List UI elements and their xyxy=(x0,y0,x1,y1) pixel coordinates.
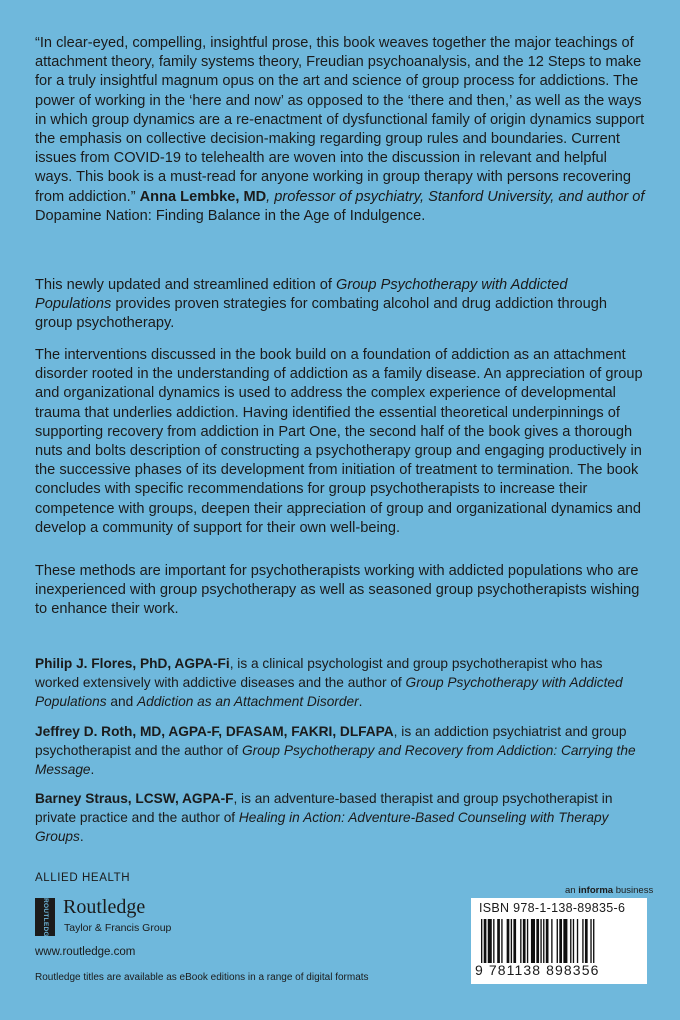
author-bio-straus xyxy=(35,789,647,846)
informa-business-tag xyxy=(565,885,653,896)
quote-author-role: , professor of psychiatry, Stanford University, and author of xyxy=(266,188,645,205)
publisher-name: Routledge xyxy=(63,896,146,918)
bio-and-flores: and xyxy=(106,694,137,709)
informa-brand: informa xyxy=(578,885,614,896)
bio-book-flores-2: Addiction as an Attachment Disorder xyxy=(137,694,359,709)
bio-book-roth: Group Psychotherapy and Recovery from Addiction: Carrying the Message xyxy=(35,743,636,777)
quote-text: “In clear-eyed, compelling, insightful prose, this book weaves together the major teachings of attachment theory, family systems theory, Freudian psychoanalysis, and the 12 Steps to make for a truly insightful magnum opus on the art and science of group process for addictions. The power of working in the ‘here and now’ as opposed to the ‘there and then,’ as well as the ways in which group dynamics are a re-enactment of dysfunctional family of origin dynamics support the emphasis on collective decision-making regarding group rules and boundaries. Current issues from COVID-19 to telehealth are woven into the discussion in relevant and helpful ways. This book is a must-read for anyone working in group therapy with persons recovering from addiction.” xyxy=(35,35,645,205)
bio-text-straus: , is an adventure-based therapist and group psychotherapist in private practice and the author of xyxy=(35,791,613,825)
subject-category: ALLIED HEALTH xyxy=(35,872,131,884)
endorsement-quote xyxy=(35,34,647,226)
routledge-mark-icon: ROUTLEDGE xyxy=(35,898,55,936)
barcode-icon xyxy=(481,919,639,963)
author-name-flores: Philip J. Flores, PhD, AGPA-Fi xyxy=(35,656,230,671)
intro-book-title: Group Psychotherapy with Addicted Populations xyxy=(35,277,568,313)
bio-text-roth: , is an addiction psychiatrist and group psychotherapist and the author of xyxy=(35,724,627,758)
isbn-label: ISBN 978-1-138-89835-6 xyxy=(479,901,626,915)
publisher-website: www.routledge.com xyxy=(35,946,136,958)
quote-author: Anna Lembke, MD xyxy=(139,188,267,205)
bio-end-roth: . xyxy=(90,762,95,777)
author-bio-flores xyxy=(35,654,647,711)
bio-book-flores-1: Group Psychotherapy with Addicted Populations xyxy=(35,675,623,709)
quote-end: . xyxy=(421,207,426,224)
methods-paragraph: These methods are important for psychotherapists working with addicted populations who are inexperienced with group psychotherapy as well as seasoned group psychotherapists wishing to enhance their work. xyxy=(35,563,640,618)
isbn-barcode xyxy=(471,898,647,984)
publisher-group: Taylor & Francis Group xyxy=(64,922,172,934)
bio-text-flores: , is a clinical psychologist and group psychotherapist who has worked extensively with addictive diseases and the author of xyxy=(35,656,603,690)
bio-book-straus: Healing in Action: Adventure-Based Counseling with Therapy Groups xyxy=(35,810,609,844)
routledge-logo xyxy=(35,898,215,940)
author-name-straus: Barney Straus, LCSW, AGPA-F xyxy=(35,791,234,806)
intro-paragraph xyxy=(35,276,647,334)
author-bio-roth xyxy=(35,722,647,779)
interventions-paragraph: The interventions discussed in the book build on a foundation of addiction as an attachment disorder rooted in the understanding of addiction as a family disease. An appreciation of group and organizational dynamics is used to address the complex experience of developmental trauma that underlies addiction. Having identified the essential theoretical underpinnings of supporting recovery from addiction in Part One, the second half of the book gives a thorough nuts and bolts description of constructing a psychotherapy group and engaging productively in the successive phases of its development from initiation of treatment to termination. The book concludes with specific recommendations for group psychotherapists to increase their competence with groups, deepen their appreciation of group and organizational dynamics and develop a community of support for their own well-being. xyxy=(35,347,643,536)
informa-suffix: business xyxy=(613,885,654,896)
author-name-roth: Jeffrey D. Roth, MD, AGPA-F, DFASAM, FAKRI, DLFAPA xyxy=(35,724,394,739)
bio-end-straus: . xyxy=(79,829,84,844)
quote-author-book: Dopamine Nation: Finding Balance in the Age of Indulgence xyxy=(35,207,422,224)
informa-prefix: an xyxy=(565,885,579,896)
intro-text-pre: This newly updated and streamlined edition of xyxy=(35,277,336,293)
intro-text-post: provides proven strategies for combating alcohol and drug addiction through group psychotherapy. xyxy=(35,296,607,332)
bio-end-flores: . xyxy=(358,694,363,709)
ebook-note: Routledge titles are available as eBook editions in a range of digital formats xyxy=(35,972,369,983)
ean-digits: 9 781138 898356 xyxy=(475,962,600,978)
